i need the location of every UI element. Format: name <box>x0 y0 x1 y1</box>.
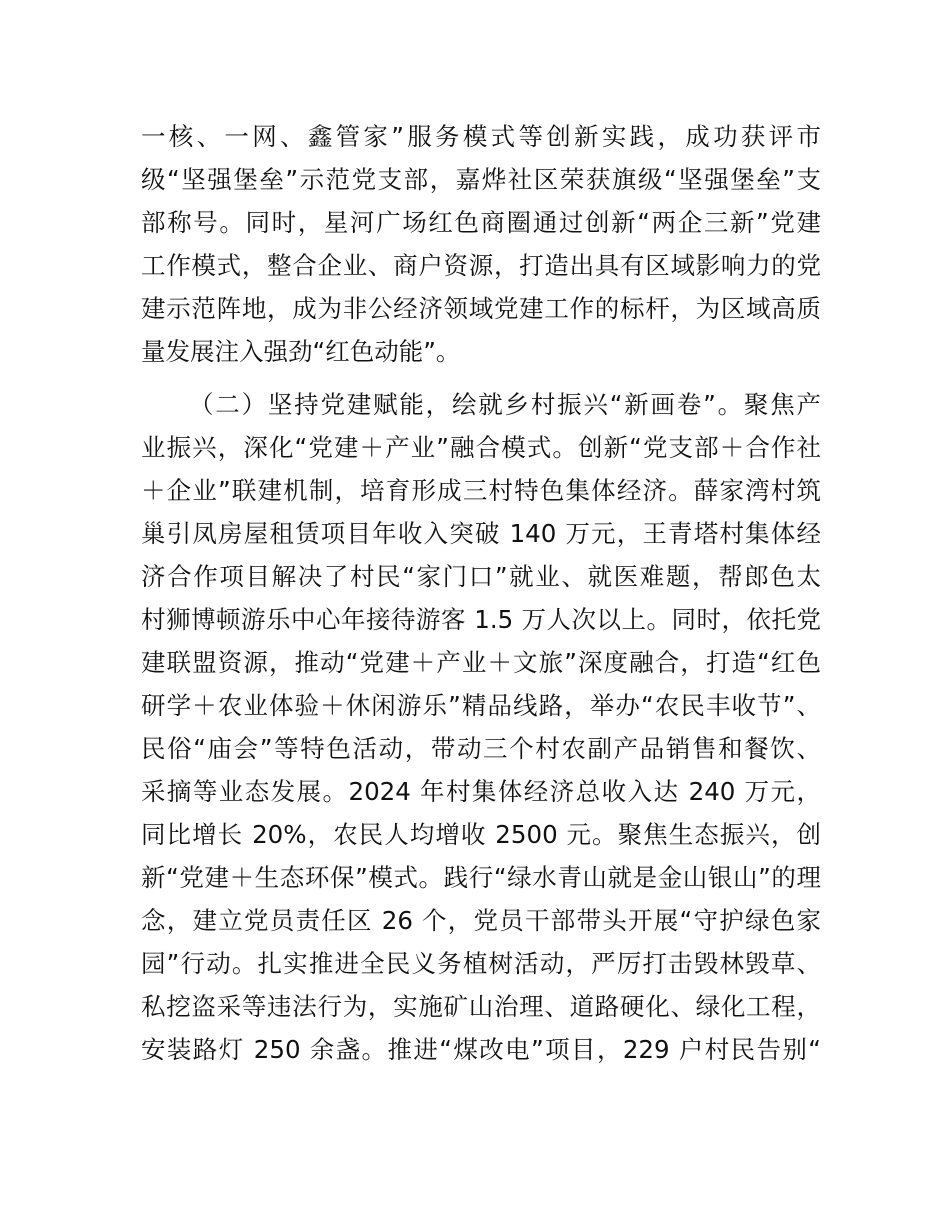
text-line: 同比增长 20%，农民人均增收 2500 元。聚焦生态振兴，创 <box>141 820 821 849</box>
text-line: （二）坚持党建赋能，绘就乡村振兴“新画卷”。聚焦产 <box>189 390 821 419</box>
text-line: 研学＋农业体验＋休闲游乐”精品线路，举办“农民丰收节”、 <box>141 691 821 720</box>
text-line: 量发展注入强劲“红色动能”。 <box>141 337 461 366</box>
text-line: 安装路灯 250 余盏。推进“煤改电”项目，229 户村民告别“ <box>141 1035 821 1064</box>
text-line: 济合作项目解决了村民“家门口”就业、就医难题，帮郎色太 <box>141 562 821 591</box>
text-line: 级“坚强堡垒”示范党支部，嘉烨社区荣获旗级“坚强堡垒”支 <box>141 165 821 194</box>
text-line: 采摘等业态发展。2024 年村集体经济总收入达 240 万元， <box>141 777 821 806</box>
text-line: 念，建立党员责任区 26 个，党员干部带头开展“守护绿色家 <box>141 906 821 935</box>
text-line: 建联盟资源，推动“党建＋产业＋文旅”深度融合，打造“红色 <box>141 648 821 677</box>
text-line: 部称号。同时，星河广场红色商圈通过创新“两企三新”党建 <box>141 208 821 237</box>
text-line: 一核、一网、鑫管家”服务模式等创新实践，成功获评市 <box>141 122 821 151</box>
text-line: 巢引凤房屋租赁项目年收入突破 140 万元，王青塔村集体经 <box>141 519 821 548</box>
text-line: ＋企业”联建机制，培育形成三村特色集体经济。薛家湾村筑 <box>141 476 821 505</box>
text-line: 村狮博顿游乐中心年接待游客 1.5 万人次以上。同时，依托党 <box>141 605 821 634</box>
text-line: 业振兴，深化“党建＋产业”融合模式。创新“党支部＋合作社 <box>141 433 821 462</box>
text-line: 园”行动。扎实推进全民义务植树活动，严厉打击毁林毁草、 <box>141 949 821 978</box>
text-line: 新“党建＋生态环保”模式。践行“绿水青山就是金山银山”的理 <box>141 863 821 892</box>
text-line: 民俗“庙会”等特色活动，带动三个村农副产品销售和餐饮、 <box>141 734 821 763</box>
text-line: 工作模式，整合企业、商户资源，打造出具有区域影响力的党 <box>141 251 821 280</box>
paragraph-1 <box>141 115 821 373</box>
paragraph-2 <box>141 383 821 1071</box>
text-line: 私挖盗采等违法行为，实施矿山治理、道路硬化、绿化工程， <box>141 992 821 1021</box>
text-line: 建示范阵地，成为非公经济领域党建工作的标杆，为区域高质 <box>141 294 821 323</box>
